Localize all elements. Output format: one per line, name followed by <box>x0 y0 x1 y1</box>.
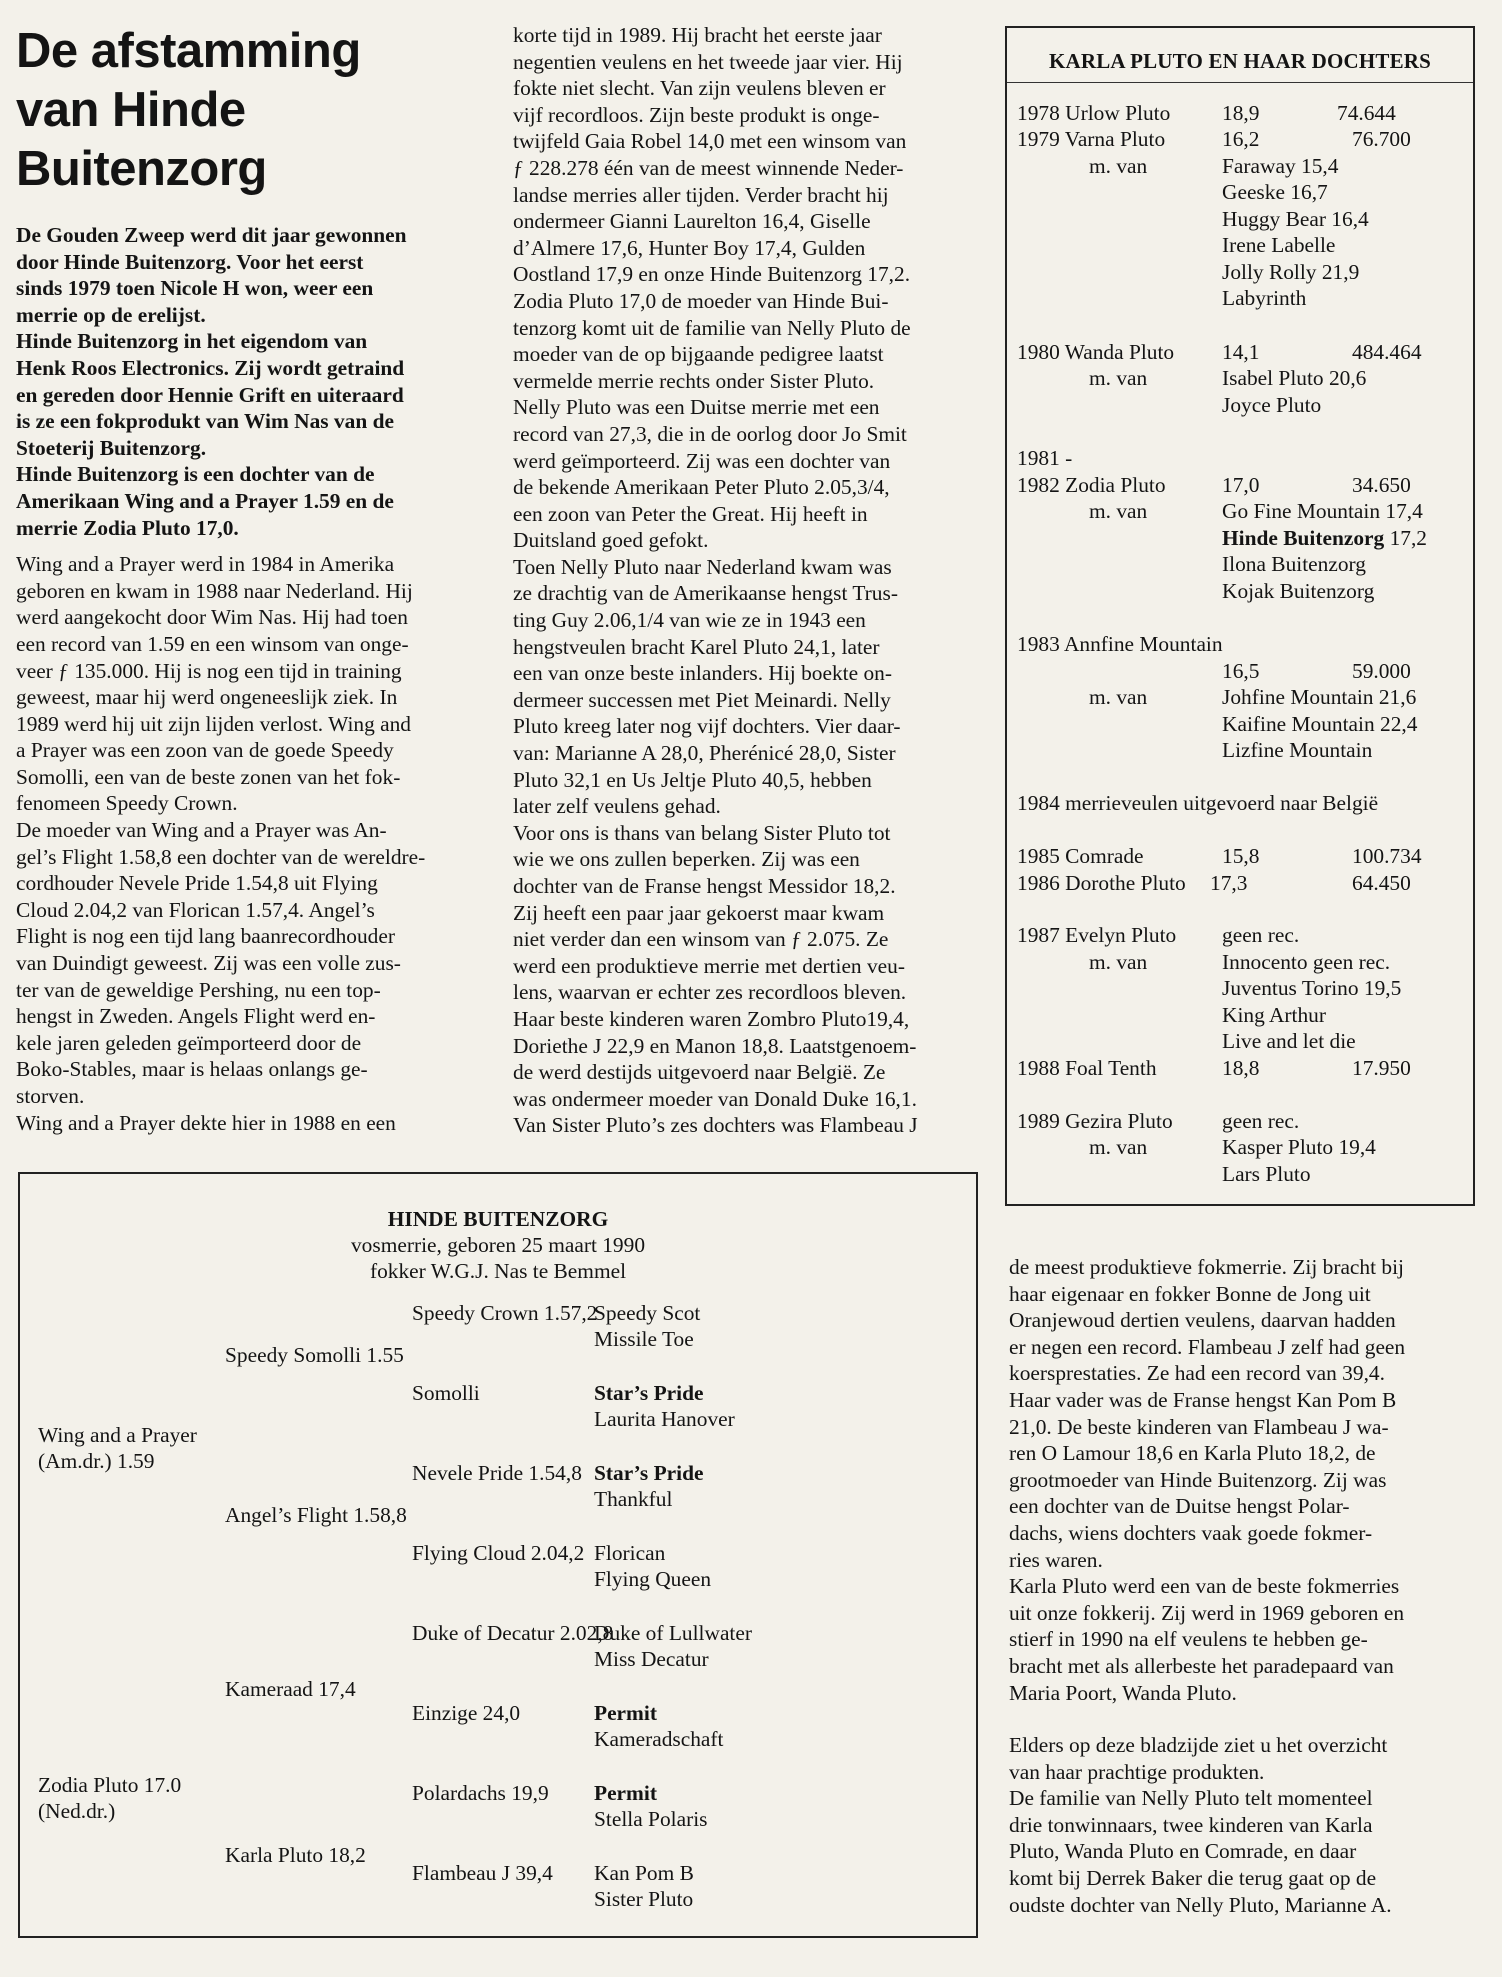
great-grandparent: Polardachs 19,9 <box>412 1781 549 1805</box>
ancestor-bold: Star’s Pride <box>594 1381 704 1405</box>
entry-record: 16,2 <box>1222 127 1260 151</box>
text-line: werd aangekocht door Wim Nas. Hij had toen <box>16 605 408 630</box>
entry-record: 16,5 <box>1222 659 1260 683</box>
text-line: Elders op deze bladzijde ziet u het overzicht <box>1009 1733 1388 1758</box>
grandparent: Kameraad 17,4 <box>225 1677 356 1701</box>
entry-name: 1979 Varna Pluto <box>1017 127 1166 151</box>
great-grandparent: Nevele Pride 1.54,8 <box>412 1461 582 1485</box>
text-line: haar eigenaar en fokker Bonne de Jong uit <box>1009 1281 1371 1306</box>
text-line: dachs, wiens dochters vaak goede fokmer- <box>1009 1520 1373 1545</box>
lead-line: De Gouden Zweep werd dit jaar gewonnen <box>16 223 407 247</box>
text-line: 21,0. De beste kinderen van Flambeau J wa- <box>1009 1414 1389 1439</box>
text-line: de meest produktieve fokmerrie. Zij bracht bij <box>1009 1255 1404 1279</box>
text-line: negentien veulens en het tweede jaar vier. Hij <box>513 49 903 74</box>
text-line: dermeer successen met Piet Meinardi. Nelly <box>513 687 891 712</box>
text-line: record van 27,3, die in de oorlog door Jo Smit <box>513 421 907 446</box>
text-line: geweest, maar hij werd ongeneeslijk ziek. In <box>16 685 398 710</box>
entry-winsom: 100.734 <box>1352 844 1422 868</box>
text-line: van Duindigt geweest. Zij was een volle zus- <box>16 951 401 976</box>
column-1 <box>16 222 492 1136</box>
text-line: later zelf veulens gehad. <box>513 794 721 819</box>
text-line: Toen Nelly Pluto naar Nederland kwam was <box>513 554 892 579</box>
text-line: Boko-Stables, maar is helaas onlangs ge- <box>16 1057 368 1082</box>
great-grandparent: Duke of Decatur 2.02,8 <box>412 1621 614 1645</box>
lead-line: merrie op de erelijst. <box>16 302 206 327</box>
child: Lars Pluto <box>1222 1162 1311 1186</box>
karla-pluto-box <box>1005 26 1475 1206</box>
lead-paragraph <box>16 222 492 541</box>
paragraph-gap <box>1009 1706 1474 1732</box>
text-line: geboren en kwam in 1988 naar Nederland. Hij <box>16 578 413 603</box>
entry-name: 1988 Foal Tenth <box>1017 1056 1157 1080</box>
child: Go Fine Mountain 17,4 <box>1222 499 1423 523</box>
great-grandparent: Flying Cloud 2.04,2 <box>412 1541 585 1565</box>
text-line: ondermeer Gianni Laurelton 16,4, Giselle <box>513 209 871 234</box>
child: Huggy Bear 16,4 <box>1222 207 1369 231</box>
sire-origin: (Am.dr.) 1.59 <box>38 1449 155 1473</box>
child-record: 17,2 <box>1384 526 1427 550</box>
text-line: ze drachtig van de Amerikaanse hengst Trus- <box>513 581 898 606</box>
child: Jolly Rolly 21,9 <box>1222 260 1360 284</box>
text-line: De familie van Nelly Pluto telt momenteel <box>1009 1786 1373 1811</box>
lead-line: is ze een fokprodukt van Wim Nas van de <box>16 409 394 434</box>
ancestor: Kameradschaft <box>594 1727 724 1751</box>
ancestor: Missile Toe <box>594 1327 694 1351</box>
text-line: Nelly Pluto was een Duitse merrie met een <box>513 395 880 420</box>
great-grandparent: Speedy Crown 1.57,2 <box>412 1301 598 1325</box>
text-line: hengst in Zweden. Angels Flight werd en- <box>16 1004 376 1029</box>
child: Geeske 16,7 <box>1222 180 1328 204</box>
text-line: Pluto kreeg later nog vijf dochters. Vier daar- <box>513 714 901 739</box>
lead-line: Hinde Buitenzorg in het eigendom van <box>16 329 368 354</box>
child: Juventus Torino 19,5 <box>1222 976 1402 1000</box>
entry-record: 17,0 <box>1222 473 1260 497</box>
text-line: kele jaren geleden geïmporteerd door de <box>16 1030 362 1055</box>
entry-winsom: 64.450 <box>1352 871 1411 895</box>
text-line: ƒ 228.278 één van de meest winnende Neder- <box>513 155 904 180</box>
mother-of-label: m. van <box>1089 1135 1148 1159</box>
ancestor: Speedy Scot <box>594 1301 701 1325</box>
lead-line: merrie Zodia Pluto 17,0. <box>16 515 239 540</box>
text-line: De moeder van Wing and a Prayer was An- <box>16 818 387 843</box>
text-line: tenzorg komt uit de familie van Nelly Pluto de <box>513 315 911 340</box>
child: Innocento geen rec. <box>1222 950 1391 974</box>
text-line: d’Almere 17,6, Hunter Boy 17,4, Gulden <box>513 235 866 260</box>
text-line: Oranjewoud dertien veulens, daarvan hadden <box>1009 1308 1396 1333</box>
text-line: Van Sister Pluto’s zes dochters was Flambeau J <box>513 1113 918 1138</box>
entry-name: 1982 Zodia Pluto <box>1017 473 1166 497</box>
text-line: veer ƒ 135.000. Hij is nog een tijd in training <box>16 658 402 683</box>
text-line: vijf recordloos. Zijn beste produkt is onge- <box>513 102 880 127</box>
mother-of-label: m. van <box>1089 366 1148 390</box>
entry-winsom: 34.650 <box>1352 473 1411 497</box>
child: Ilona Buitenzorg <box>1222 552 1366 576</box>
text-line: werd geïmporteerd. Zij was een dochter van <box>513 448 891 473</box>
text-line: er negen een record. Flambeau J zelf had geen <box>1009 1334 1406 1359</box>
pedigree-breeder: fokker W.G.J. Nas te Bemmel <box>369 1259 627 1283</box>
ancestor: Florican <box>594 1541 666 1565</box>
text-line: Voor ons is thans van belang Sister Pluto tot <box>513 820 891 845</box>
pedigree-title: HINDE BUITENZORG <box>387 1207 609 1231</box>
child-highlight <box>1222 525 1427 552</box>
ancestor: Duke of Lullwater <box>594 1621 752 1645</box>
text-line: niet verder dan een winsom van ƒ 2.075. Ze <box>513 927 889 952</box>
entry-winsom: 76.700 <box>1352 127 1411 151</box>
lead-line: Amerikaan Wing and a Prayer 1.59 en de <box>16 488 394 513</box>
text-line: Zodia Pluto 17,0 de moeder van Hinde Bui- <box>513 288 889 313</box>
text-line: ren O Lamour 18,6 en Karla Pluto 18,2, de <box>1009 1441 1376 1466</box>
entry-winsom: 74.644 <box>1337 101 1396 125</box>
lead-line: sinds 1979 toen Nicole H won, weer een <box>16 276 374 301</box>
text-line: ries waren. <box>1009 1547 1103 1572</box>
text-line: was ondermeer moeder van Donald Duke 16,1. <box>513 1086 917 1111</box>
entry-name: 1978 Urlow Pluto <box>1017 101 1171 125</box>
pedigree-subtitle: vosmerrie, geboren 25 maart 1990 <box>350 1233 646 1257</box>
entry-record: geen rec. <box>1222 1109 1300 1133</box>
sire-name: Wing and a Prayer <box>38 1423 197 1447</box>
child: King Arthur <box>1222 1003 1326 1027</box>
text-line: Wing and a Prayer dekte hier in 1988 en een <box>16 1110 396 1135</box>
text-line: korte tijd in 1989. Hij bracht het eerste jaar <box>513 23 882 47</box>
ancestor: Kan Pom B <box>594 1861 694 1885</box>
text-line: een record van 1.59 en een winsom van onge- <box>16 631 409 656</box>
lead-line: door Hinde Buitenzorg. Voor het eerst <box>16 249 364 274</box>
ancestor: Stella Polaris <box>594 1807 708 1831</box>
text-line: de werd destijds uitgevoerd naar België. Ze <box>513 1060 886 1085</box>
pedigree-box <box>18 1172 978 1938</box>
text-line: Pluto, Wanda Pluto en Comrade, en daar <box>1009 1839 1357 1864</box>
text-line: een zoon van Peter the Great. Hij heeft in <box>513 501 868 526</box>
mother-of-label: m. van <box>1089 685 1148 709</box>
text-line: fenomeen Speedy Crown. <box>16 791 238 816</box>
text-line: uit onze fokkerij. Zij werd in 1969 geboren en <box>1009 1600 1405 1625</box>
text-line: Haar vader was de Franse hengst Kan Pom B <box>1009 1387 1397 1412</box>
grandparent: Speedy Somolli 1.55 <box>225 1343 404 1367</box>
child: Live and let die <box>1222 1029 1356 1053</box>
text-line: komt bij Derrek Baker die terug gaat op de <box>1009 1866 1377 1891</box>
text-line: ting Guy 2.06,1/4 van wie ze in 1943 een <box>513 608 866 633</box>
great-grandparent: Somolli <box>412 1381 480 1405</box>
grandparent: Angel’s Flight 1.58,8 <box>225 1503 407 1527</box>
child: Labyrinth <box>1222 286 1307 310</box>
lead-line: en gereden door Hennie Grift en uiteraard <box>16 382 404 407</box>
text-line: stierf in 1990 na elf veulens te hebben ge- <box>1009 1627 1368 1652</box>
entry-name: 1980 Wanda Pluto <box>1017 340 1175 364</box>
entry-record: 15,8 <box>1222 844 1260 868</box>
entry-record: 18,8 <box>1222 1056 1260 1080</box>
child: Faraway 15,4 <box>1222 154 1339 178</box>
lead-line: Stoeterij Buitenzorg. <box>16 435 207 460</box>
text-line: Karla Pluto werd een van de beste fokmerries <box>1009 1574 1400 1599</box>
text-line: Flight is nog een tijd lang baanrecordhouder <box>16 924 395 949</box>
box-title: KARLA PLUTO EN HAAR DOCHTERS <box>1048 49 1432 73</box>
text-line: dochter van de Franse hengst Messidor 18,2. <box>513 874 896 898</box>
text-line: Doriethe J 22,9 en Manon 18,8. Laatstgenoem- <box>513 1033 917 1058</box>
mother-of-label: m. van <box>1089 499 1148 523</box>
entry-record: geen rec. <box>1222 923 1300 947</box>
great-grandparent: Einzige 24,0 <box>412 1701 521 1725</box>
entry-name: 1986 Dorothe Pluto <box>1017 871 1186 895</box>
text-line: gel’s Flight 1.58,8 een dochter van de wereldre- <box>16 844 426 869</box>
child-name-bold: Hinde Buitenzorg <box>1222 526 1385 550</box>
entry-winsom: 59.000 <box>1352 659 1411 683</box>
text-line: twijfeld Gaia Robel 14,0 met een winsom van <box>513 129 907 154</box>
mother-of-label: m. van <box>1089 950 1148 974</box>
entry-winsom: 17.950 <box>1352 1056 1411 1080</box>
text-line: oudste dochter van Nelly Pluto, Marianne A. <box>1009 1892 1392 1917</box>
entry-name: 1981 - <box>1017 446 1073 470</box>
grandparent: Karla Pluto 18,2 <box>225 1843 366 1867</box>
text-line: Somolli, een van de beste zonen van het fok- <box>16 764 401 789</box>
child: Irene Labelle <box>1222 233 1336 257</box>
entry-record: 14,1 <box>1222 340 1260 364</box>
text-line: bracht met als allerbeste het paradepaard van <box>1009 1653 1394 1678</box>
column-2 <box>513 22 978 1139</box>
text-line: storven. <box>16 1084 85 1108</box>
dam-name: Zodia Pluto 17.0 <box>38 1773 182 1797</box>
entry-name: 1983 Annfine Mountain <box>1017 632 1223 656</box>
text-line: Haar beste kinderen waren Zombro Pluto19,4, <box>513 1006 910 1031</box>
text-line: wie we ons zullen beperken. Zij was een <box>513 847 860 872</box>
text-line: Duitsland goed gefokt. <box>513 528 709 553</box>
text-line: vermelde merrie rechts onder Sister Pluto. <box>513 368 875 393</box>
ancestor: Sister Pluto <box>594 1887 694 1911</box>
entry-note: 1984 merrieveulen uitgevoerd naar België <box>1017 791 1379 815</box>
ancestor: Flying Queen <box>594 1567 712 1591</box>
child: Kaifine Mountain 22,4 <box>1222 712 1418 736</box>
article-title <box>16 22 496 199</box>
text-line: moeder van de op bijgaande pedigree laatst <box>513 342 884 367</box>
great-grandparent: Flambeau J 39,4 <box>412 1861 553 1885</box>
dam-origin: (Ned.dr.) <box>38 1799 116 1823</box>
text-line: een van onze beste inlanders. Hij boekte on- <box>513 661 892 686</box>
text-line: drie tonwinnaars, twee kinderen van Karla <box>1009 1812 1373 1837</box>
text-line: 1989 werd hij uit zijn lijden verlost. Wing and <box>16 711 412 736</box>
text-line: werd een produktieve merrie met dertien veu- <box>513 953 905 978</box>
text-line: Wing and a Prayer werd in 1984 in Amerika <box>16 552 395 577</box>
text-line: een dochter van de Duitse hengst Polar- <box>1009 1494 1350 1519</box>
column-3 <box>1009 1254 1474 1918</box>
ancestor: Miss Decatur <box>594 1647 709 1671</box>
ancestor-bold: Star’s Pride <box>594 1461 704 1485</box>
entry-name: 1987 Evelyn Pluto <box>1017 923 1177 947</box>
text-line: lens, waarvan er echter zes recordloos bleven. <box>513 980 907 1005</box>
text-line: ter van de geweldige Pershing, nu een top- <box>16 977 381 1002</box>
child: Kojak Buitenzorg <box>1222 579 1375 603</box>
ancestor: Thankful <box>594 1487 673 1511</box>
entry-name: 1989 Gezira Pluto <box>1017 1109 1173 1133</box>
lead-line: Hinde Buitenzorg is een dochter van de <box>16 462 375 487</box>
text-line: de bekende Amerikaan Peter Pluto 2.05,3/4, <box>513 475 890 500</box>
text-line: Zij heeft een paar jaar gekoerst maar kwam <box>513 900 885 925</box>
entry-record: 18,9 <box>1222 101 1260 125</box>
entry-winsom: 484.464 <box>1352 340 1422 364</box>
title-line: van Hinde <box>16 83 246 137</box>
text-line: Pluto 32,1 en Us Jeltje Pluto 40,5, hebben <box>513 767 872 792</box>
lead-line: Henk Roos Electronics. Zij wordt getraind <box>16 355 405 380</box>
ancestor-bold: Permit <box>594 1701 657 1725</box>
body-text <box>16 551 492 1136</box>
text-line: koersprestaties. Ze had een record van 39,4. <box>1009 1361 1385 1386</box>
text-line: grootmoeder van Hinde Buitenzorg. Zij was <box>1009 1467 1387 1492</box>
text-line: fokte niet slecht. Van zijn veulens bleven er <box>513 76 886 101</box>
text-line: a Prayer was een zoon van de goede Speedy <box>16 738 394 763</box>
text-line: Oostland 17,9 en onze Hinde Buitenzorg 17,2. <box>513 262 911 287</box>
child: Lizfine Mountain <box>1222 738 1373 762</box>
box-divider <box>1007 82 1473 83</box>
child: Kasper Pluto 19,4 <box>1222 1135 1376 1159</box>
ancestor-bold: Permit <box>594 1781 657 1805</box>
text-line: landse merries aller tijden. Verder bracht hij <box>513 182 889 207</box>
text-line: Cloud 2.04,2 van Florican 1.57,4. Angel’s <box>16 897 375 922</box>
mother-of-label: m. van <box>1089 154 1148 178</box>
child: Isabel Pluto 20,6 <box>1222 366 1367 390</box>
text-line: hengstveulen bracht Karel Pluto 24,1, later <box>513 634 880 659</box>
entry-record: 17,3 <box>1210 871 1248 895</box>
entry-name: 1985 Comrade <box>1017 844 1144 868</box>
ancestor: Laurita Hanover <box>594 1407 735 1431</box>
title-line: De afstamming <box>16 24 361 78</box>
text-line: van: Marianne A 28,0, Pherénicé 28,0, Sister <box>513 741 896 766</box>
text-line: Maria Poort, Wanda Pluto. <box>1009 1680 1237 1705</box>
text-line: van haar prachtige produkten. <box>1009 1759 1265 1784</box>
child: Johfine Mountain 21,6 <box>1222 685 1417 709</box>
title-line: Buitenzorg <box>16 142 267 196</box>
child: Joyce Pluto <box>1222 393 1322 417</box>
text-line: cordhouder Nevele Pride 1.54,8 uit Flying <box>16 871 378 896</box>
